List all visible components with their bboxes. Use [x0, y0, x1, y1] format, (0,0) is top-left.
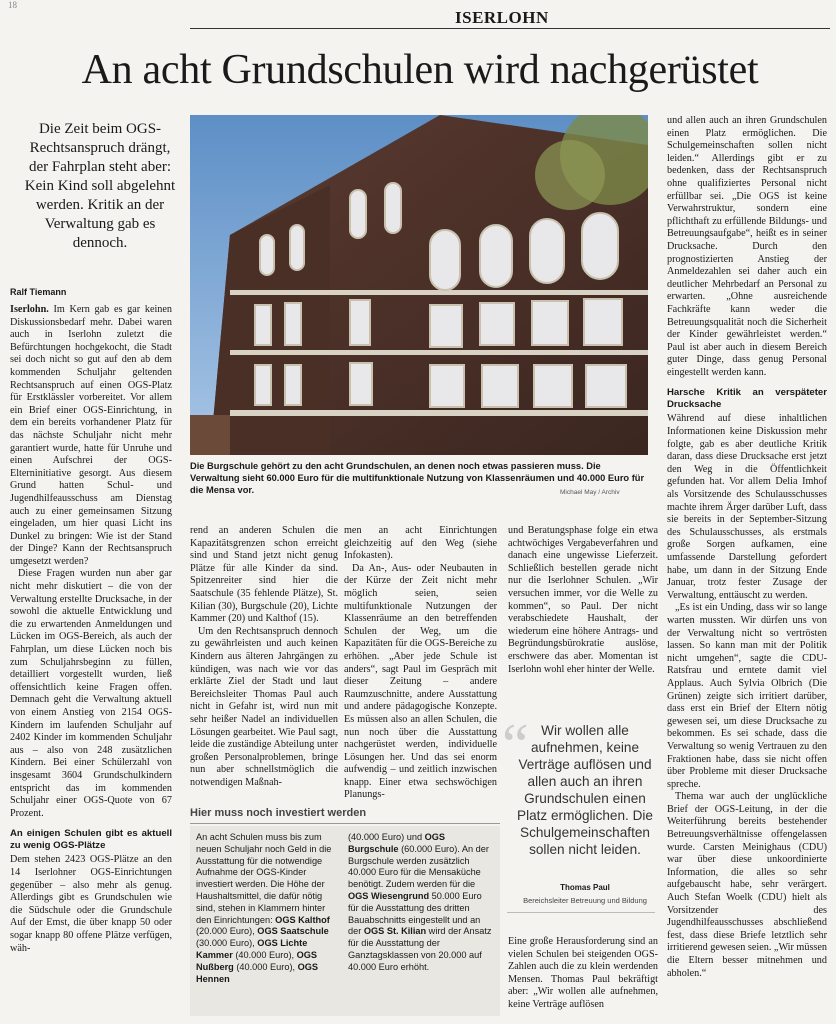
photo-caption: Die Burgschule gehört zu den acht Grundschulen, an denen noch etwas passieren muss. Die Verwaltung sieht 60.000 Euro für die multifunktionale Nutzung von Klassenräumen und 40.000 Euro für die Mensa vor.	[190, 461, 645, 495]
school-photo	[190, 115, 648, 455]
divider	[507, 912, 655, 913]
infobox-text: An acht Schulen muss bis zum neuen Schuljahr noch Geld in die Ausstattung für die notwendige Aufnahme der OGS-Kinder investiert werden. Die Höhe der Haushaltsmittel, die dafür nötig sind, stehen in Klammern hinter den Einrichtungen:	[196, 832, 332, 925]
infobox	[190, 826, 500, 1016]
paragraph: Eine große Herausforderung sind an vielen Schulen bei steigenden OGS-Zahlen auch die zu klein werdenden Mensen. Thomas Paul bekräftigt aber: „Wir wollen alle aufnehmen, keine Verträge auflösen	[508, 936, 658, 1010]
school-name: OGS Wiesengrund	[348, 890, 430, 901]
page-number: 18	[8, 0, 17, 10]
section-rule	[190, 28, 830, 29]
quote-author: Thomas Paul	[560, 883, 610, 892]
column-1	[10, 304, 172, 1018]
subheading: An einigen Schulen gibt es aktuell zu wenig OGS-Plätze	[10, 828, 172, 852]
school-name: OGS Nußberg	[196, 949, 318, 972]
pull-quote: Wir wollen alle aufnehmen, keine Verträge auflösen und allen auch an ihren Grundschulen einen Platz ermöglichen. Die Schulgemeinschaften sollen nicht leiden.	[517, 723, 653, 857]
burgschule-image	[190, 115, 648, 455]
paragraph: Da An-, Aus- oder Neubauten in der Kürze der Zeit nicht mehr möglich seien, seien multifunktionale Nutzungen der Klassenräume an den betreffenden Schulen der Weg, um die Kapazitäten für die OGS-Bereiche zu erhöhen. „Aber jede Schule ist anders“, sagt Paul im Gespräch mit dieser Zeitung – andere Raumzuschnitte, andere Ausstattung und andere pädagogische Konzepte. Es müssen also an allen Schulen, die nun noch über die Ausstattung nachgerüstet werden, individuelle Lösungen her. Und das sei enorm aufwendig – und zeitlich inzwischen knapp. Einer etwa sechswöchigen Planungs-	[344, 562, 497, 801]
paragraph: und Beratungsphase folge ein etwa achtwöchiges Vergabeverfahren und danach eine ungewisse Lieferzeit. Schließlich bestellen gerade nicht nur die Iserlohner Schulen. „Wir versuchen immer, vor die Welle zu kommen“, so Paul. Der nicht verabschiedete Haushalt, der wiederum eine höhere Antrags- und Begründungsbürokratie auslöse, erschwere das aber. Momentan ist Iserlohn wohl eher hinter der Welle.	[508, 525, 658, 675]
quote-mark-icon: “	[502, 712, 529, 778]
paragraph: rend an anderen Schulen die Kapazitätsgrenzen schon erreicht sind und Stand jetzt nicht genug Plätze für alle Kinder da sind. Spitzenreiter sind hier die Saatschule (35 fehlende Plätze), St. Kilian (30), Burgschule (20), Lichte Kammer (20) und Kalthof (15).	[190, 525, 338, 625]
infobox-text: (60.000 Euro). An der Burgschule werden zusätzlich 40.000 Euro für die Mensaküche benötigt. Zudem werden für die	[348, 843, 489, 890]
infobox-text: (40.000 Euro) und	[348, 832, 425, 842]
paragraph: Um den Rechtsanspruch dennoch zu gewährleisten und auch keinen Kindern aus älteren Jahrgängen zu kündigen, was nach wie vor das erklärte Ziel der Stadt und laut Bereichsleiter Thomas Paul auch nicht in Gefahr ist, wird nun mit sehr heißer Nadel an individuellen Lösungen gearbeitet. Wie Paul sagt, leide die zuständige Abteilung unter großen Personalproblemen, bringe nun aber schnellstmöglich die notwendigen Maßnah-	[190, 625, 338, 788]
school-name: OGS St. Kilian	[363, 926, 427, 937]
paragraph: „Es ist ein Unding, dass wir so lange warten mussten. Wir dürfen uns von der Verwaltung nicht so vertrösten lassen. So kann man mit der Politik nicht umgehen“, sagte die CDU-Ratsfrau und erntete damit viel Applaus. Auch Sylvia Olbrich (Die Grünen) zeigte sich irritiert darüber, dass erst ein Brief der Eltern nötig gewesen sei, um diese Drucksache zu bekommen. Es sei schade, dass die Verwaltung so wenig Vertrauen zu den Fraktionen habe, dass sie nicht offen über Probleme mit dieser Drucksache spreche.	[667, 602, 827, 790]
column-5	[667, 115, 827, 1019]
infobox-text: wird der Ansatz für die Ausstattung der Ganztagsklassen von 20.000 auf 40.000 Euro erhöht.	[348, 926, 492, 972]
column-2	[190, 525, 338, 803]
paragraph: Während auf diese inhaltlichen Informationen keine Diskussion mehr folgte, gab es aber deutliche Kritik daran, dass diese Drucksache erst jetzt den Weg in die Öffentlichkeit gefunden hat. Vor allem Delia Imhof als Vorsitzende des Schulausschusses machte ihrem Ärger darüber Luft, dass sie bereits in der September-Sitzung des Schulausschusses, als erstmals große Sorgen aufkamen, eine umfassende Darstellung gefordert habe, um dann in der Sitzung Ende Januar, trotz fester Zusage der Verwaltung, enttäuscht zu werden.	[667, 413, 827, 601]
teaser: Die Zeit beim OGS-Rechtsanspruch drängt, der Fahrplan steht aber: Kein Kind soll abgelehnt werden. Kritik an der Verwaltung gab es dennoch.	[24, 121, 176, 251]
paragraph: und allen auch an ihren Grundschulen einen Platz ermöglichen. Die Schulgemeinschaften sollen nicht leiden.“ Allerdings gibt er zu bedenken, dass der Rechtsanspruch ohne qualifiziertes Personal nicht erfüllbar sei. „Die OGS ist keine Verwahrstruktur, sondern eine pflichthaft zu erfüllende Bildungs- und Betreuungsaufgabe“, heißt es in seiner Drucksache. Durch den prognostizierten Anstieg der Anmeldezahlen sei daher auch ein deutlicher Mehrbedarf an Personal zu erwarten. „Ohne ausreichende Fachkräfte kann weder die Betreuungsqualität noch die Sicherheit der Kinder gewährleistet werden.“ Paul ist aber auch in diesem Bereich guter Dinge, dass genug Personal eingestellt werden kann.	[667, 115, 827, 378]
paragraph: Thema war auch der unglückliche Brief der OGS-Leitung, in der die Weiterführung bereits bestehender Betreuungsverhältnisse offengelassen wurde. Carsten Meinighaus (CDU) war über diese unkoordinierte Information, die alles so sehr aufgebauscht habe, sehr verärgert. Auch Stefan Woelk (CDU) hielt als Vorsitzender des Jugendhilfeausschusses abschließend fest, dass diese Briefe letztlich sehr irritierend gewesen seien. „Wir müssen die Eltern besser mitnehmen und abholen.“	[667, 791, 827, 979]
author: Ralf Tiemann	[10, 287, 67, 297]
infobox-text: (40.000 Euro),	[233, 961, 298, 972]
infobox-text: 50.000 Euro für die Ausstattung des dritten Bauabschnitts eingestellt und an der	[348, 890, 482, 937]
infobox-text: (40.000 Euro),	[232, 949, 297, 960]
headline: An acht Grundschulen wird nachgerüstet	[81, 47, 759, 93]
section-title: ISERLOHN	[455, 8, 549, 27]
paragraph: Diese Fragen wurden nun aber gar nicht mehr diskutiert – die von der Verwaltung erstellte Drucksache, in der sowohl die aktuelle Entwicklung und die zu erwartenden Anmeldungen und Lücken im OGS-Bereich, als auch der Fahrplan, um diese Lücken noch bis zum Schuljahrsbeginn zu füllen, detailliert vorgestellt wurden, ließ offensichtlich keine Fragen offen. Demnach geht die Verwaltung aktuell von einem Anstieg von 2154 OGS-Kindern im laufenden Schuljahr auf 2402 Kinder im kommenden Schuljahr aus – also von 248 zusätzlichen Kindern. Bei einer Schülerzahl von insgesamt 3604 Grundschulkindern entspricht das im kommenden Schuljahr einer OGS-Quote von 67 Prozent.	[10, 568, 172, 819]
column-4-bottom	[508, 936, 658, 1018]
column-4-top	[508, 525, 658, 705]
subheading: Harsche Kritik an verspäteter Drucksache	[667, 387, 827, 411]
paragraph: Dem stehen 2423 OGS-Plätze an den 14 Iserlohner OGS-Einrichtungen gegenüber – also mehr als genug. Allerdings gibt es Grundschulen wie die Südschule oder die Grundschule Auf der Emst, die über knapp 50 oder sogar knapp 80 offene Plätze verfügen, wäh-	[10, 854, 172, 954]
school-name: OGS Saatschule	[257, 926, 329, 937]
infobox-column-left	[196, 832, 338, 1012]
column-3	[344, 525, 497, 803]
paragraph: men an acht Einrichtungen gleichzeitig auf den Weg (siehe Infokasten).	[344, 525, 497, 562]
school-name: OGS Kalthof	[275, 914, 330, 925]
quote-author-role: Bereichsleiter Betreuung und Bildung	[523, 896, 647, 905]
school-name: OGS Hennen	[196, 961, 319, 984]
infobox-heading: Hier muss noch investiert werden	[190, 807, 500, 824]
infobox-column-right	[348, 832, 494, 1012]
infobox-text: (20.000 Euro),	[196, 926, 258, 937]
paragraph: Im Kern gab es gar keinen Diskussionsbedarf mehr. Dabei waren auch in Iserlohn zuletzt die Befürchtungen hochgekocht, die Stadt sei doch nicht so gut auf den ab dem kommenden Schuljahr geltenden Rechtsanspruch auf einen OGS-Platz für Erstklässler vorbereitet. Vor allem ein Brief einer OGS-Einrichtung, in dem ein bereits vorhandener Platz für das nächste Schuljahr nicht mehr garantiert wurde, hatte für Unruhe und einen Aufschrei der OGS-Elterninitiative gesorgt. Aus diesem Grund hatten Schul- und Jugendhilfeausschuss am Dienstag auch zu einer gemeinsamen Sitzung eingeladen, um hier quasi Licht ins Dunkel zu bringen: Wie ist der Stand der Dinge? Kann der Rechtsanspruch umgesetzt werden?	[10, 304, 172, 567]
school-name: OGS Burgschule	[348, 832, 446, 854]
school-name: OGS Lichte Kammer	[196, 938, 308, 960]
dateline: Iserlohn.	[10, 304, 49, 315]
photo-credit: Michael May / Archiv	[560, 489, 620, 496]
infobox-text: (30.000 Euro),	[196, 938, 258, 949]
